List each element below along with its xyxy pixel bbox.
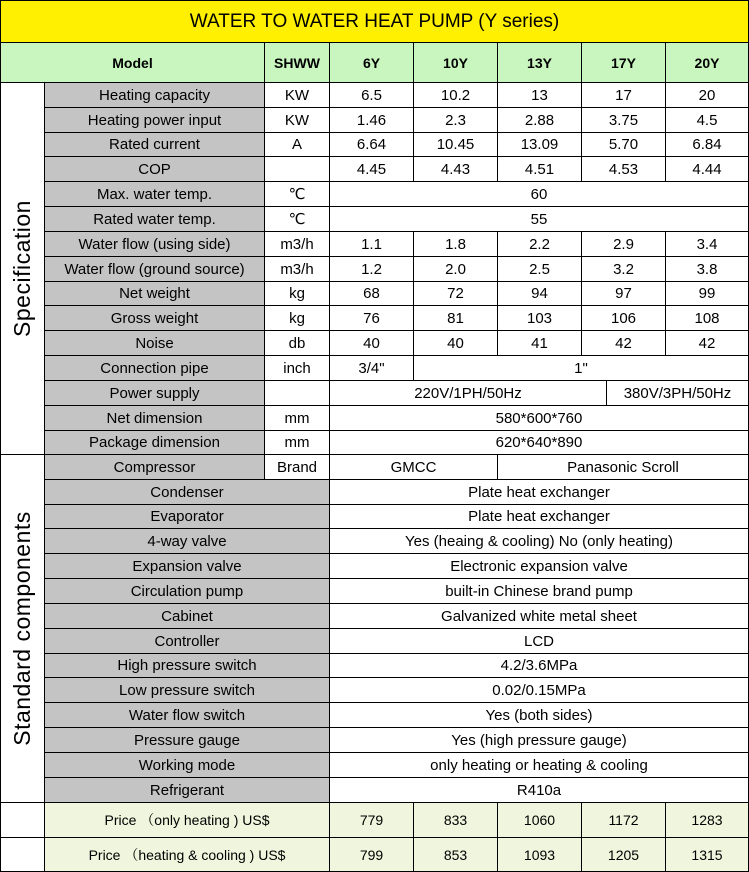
spec-value: 6.5 <box>329 82 414 108</box>
spec-label: Noise <box>44 330 265 356</box>
spec-unit: m3/h <box>264 231 330 257</box>
spec-value-merged: 580*600*760 <box>329 405 749 431</box>
component-value: Yes (high pressure gauge) <box>329 727 749 753</box>
spec-value: 5.70 <box>581 132 666 157</box>
component-value: built-in Chinese brand pump <box>329 578 749 604</box>
spec-value-merged: 60 <box>329 181 749 207</box>
component-value: 4.2/3.6MPa <box>329 653 749 678</box>
spec-label: COP <box>44 156 265 182</box>
spec-value: 72 <box>413 281 498 306</box>
spec-value-merged: 3/4" <box>329 355 414 381</box>
component-label: Compressor <box>44 454 265 480</box>
spec-value: 3.8 <box>665 256 749 282</box>
spec-value: 42 <box>581 330 666 356</box>
spec-label: Connection pipe <box>44 355 265 381</box>
price-label: Price （heating & cooling ) US$ <box>44 837 330 872</box>
spec-value: 13 <box>497 82 582 108</box>
component-unit: Brand <box>264 454 330 480</box>
spec-value: 2.9 <box>581 231 666 257</box>
spec-value: 2.5 <box>497 256 582 282</box>
spec-value: 2.0 <box>413 256 498 282</box>
spec-value: 3.75 <box>581 107 666 133</box>
spec-unit: mm <box>264 405 330 431</box>
section-label-specification <box>0 82 45 455</box>
price-value: 1315 <box>665 837 749 872</box>
component-label: Condenser <box>44 479 330 505</box>
component-label: Refrigerant <box>44 777 330 803</box>
price-value: 1060 <box>497 802 582 838</box>
spec-unit: ℃ <box>264 181 330 207</box>
spec-value: 1.46 <box>329 107 414 133</box>
spec-value: 42 <box>665 330 749 356</box>
spec-value: 2.88 <box>497 107 582 133</box>
spec-value: 81 <box>413 305 498 331</box>
component-value: Yes (heaing & cooling) No (only heating) <box>329 528 749 554</box>
spec-label: Heating capacity <box>44 82 265 108</box>
spec-value: 106 <box>581 305 666 331</box>
component-value: Galvanized white metal sheet <box>329 603 749 629</box>
section-label-standard-components-text: Standard components <box>9 511 36 746</box>
header-model-code: SHWW <box>264 42 330 83</box>
spec-value-merged: 1" <box>413 355 749 381</box>
component-label: Expansion valve <box>44 553 330 579</box>
header-model-label: Model <box>0 42 265 83</box>
spec-value: 108 <box>665 305 749 331</box>
price-value: 1283 <box>665 802 749 838</box>
spec-label: Package dimension <box>44 430 265 455</box>
spec-value: 10.2 <box>413 82 498 108</box>
component-value: Plate heat exchanger <box>329 504 749 529</box>
spec-value-merged: 220V/1PH/50Hz <box>329 380 607 406</box>
spec-label: Gross weight <box>44 305 265 331</box>
spec-value: 4.53 <box>581 156 666 182</box>
section-label-specification-text: Specification <box>9 200 36 337</box>
spec-value: 103 <box>497 305 582 331</box>
spec-value: 2.2 <box>497 231 582 257</box>
header-model-13y: 13Y <box>497 42 582 83</box>
spec-value: 68 <box>329 281 414 306</box>
component-label: High pressure switch <box>44 653 330 678</box>
spec-value: 94 <box>497 281 582 306</box>
header-model-6y: 6Y <box>329 42 414 83</box>
spec-value: 4.44 <box>665 156 749 182</box>
spec-value: 40 <box>329 330 414 356</box>
spec-label: Rated water temp. <box>44 206 265 232</box>
price-value: 853 <box>413 837 498 872</box>
spec-value: 4.45 <box>329 156 414 182</box>
spec-value: 20 <box>665 82 749 108</box>
spec-value: 1.8 <box>413 231 498 257</box>
spec-label: Heating power input <box>44 107 265 133</box>
price-value: 799 <box>329 837 414 872</box>
header-model-17y: 17Y <box>581 42 666 83</box>
spec-unit <box>264 380 330 406</box>
component-value: Plate heat exchanger <box>329 479 749 505</box>
component-value: Electronic expansion valve <box>329 553 749 579</box>
price-value: 833 <box>413 802 498 838</box>
section-label-standard-components <box>0 454 45 803</box>
spec-value-merged: 620*640*890 <box>329 430 749 455</box>
spec-label: Rated current <box>44 132 265 157</box>
spec-label: Max. water temp. <box>44 181 265 207</box>
spec-value: 2.3 <box>413 107 498 133</box>
spec-value: 10.45 <box>413 132 498 157</box>
spec-unit: kg <box>264 305 330 331</box>
spec-value: 4.5 <box>665 107 749 133</box>
spec-unit: inch <box>264 355 330 381</box>
spec-label: Net dimension <box>44 405 265 431</box>
spec-unit: KW <box>264 82 330 108</box>
component-label: Cabinet <box>44 603 330 629</box>
spec-unit: KW <box>264 107 330 133</box>
component-value: only heating or heating & cooling <box>329 752 749 778</box>
spec-label: Water flow (using side) <box>44 231 265 257</box>
spec-value: 1.2 <box>329 256 414 282</box>
spec-value: 6.84 <box>665 132 749 157</box>
component-value: Panasonic Scroll <box>497 454 749 480</box>
spec-value: 3.4 <box>665 231 749 257</box>
spec-unit: A <box>264 132 330 157</box>
component-label: Pressure gauge <box>44 727 330 753</box>
component-label: Working mode <box>44 752 330 778</box>
page-title: WATER TO WATER HEAT PUMP (Y series) <box>0 0 749 43</box>
component-value: LCD <box>329 628 749 654</box>
spec-value: 13.09 <box>497 132 582 157</box>
spec-value: 4.51 <box>497 156 582 182</box>
component-label: Controller <box>44 628 330 654</box>
spec-value: 97 <box>581 281 666 306</box>
component-value: GMCC <box>329 454 498 480</box>
spec-value: 1.1 <box>329 231 414 257</box>
spec-value: 3.2 <box>581 256 666 282</box>
spec-unit: ℃ <box>264 206 330 232</box>
price-label: Price （only heating ) US$ <box>44 802 330 838</box>
spec-unit: mm <box>264 430 330 455</box>
spec-label: Net weight <box>44 281 265 306</box>
price-value: 779 <box>329 802 414 838</box>
component-value: R410a <box>329 777 749 803</box>
spec-value: 76 <box>329 305 414 331</box>
component-value: 0.02/0.15MPa <box>329 677 749 703</box>
component-label: Low pressure switch <box>44 677 330 703</box>
spec-value-merged: 55 <box>329 206 749 232</box>
price-row-side <box>0 802 45 838</box>
component-label: 4-way valve <box>44 528 330 554</box>
component-label: Water flow switch <box>44 702 330 728</box>
spec-unit: kg <box>264 281 330 306</box>
spec-value: 4.43 <box>413 156 498 182</box>
spec-value: 40 <box>413 330 498 356</box>
header-model-20y: 20Y <box>665 42 749 83</box>
spec-unit: m3/h <box>264 256 330 282</box>
spec-value: 41 <box>497 330 582 356</box>
header-model-10y: 10Y <box>413 42 498 83</box>
component-label: Evaporator <box>44 504 330 529</box>
spec-value: 99 <box>665 281 749 306</box>
spec-unit: db <box>264 330 330 356</box>
price-value: 1172 <box>581 802 666 838</box>
price-row-side <box>0 837 45 872</box>
component-value: Yes (both sides) <box>329 702 749 728</box>
price-value: 1093 <box>497 837 582 872</box>
price-value: 1205 <box>581 837 666 872</box>
spec-label: Water flow (ground source) <box>44 256 265 282</box>
spec-value-merged: 380V/3PH/50Hz <box>606 380 749 406</box>
spec-value: 17 <box>581 82 666 108</box>
spec-label: Power supply <box>44 380 265 406</box>
component-label: Circulation pump <box>44 578 330 604</box>
spec-unit <box>264 156 330 182</box>
spec-value: 6.64 <box>329 132 414 157</box>
